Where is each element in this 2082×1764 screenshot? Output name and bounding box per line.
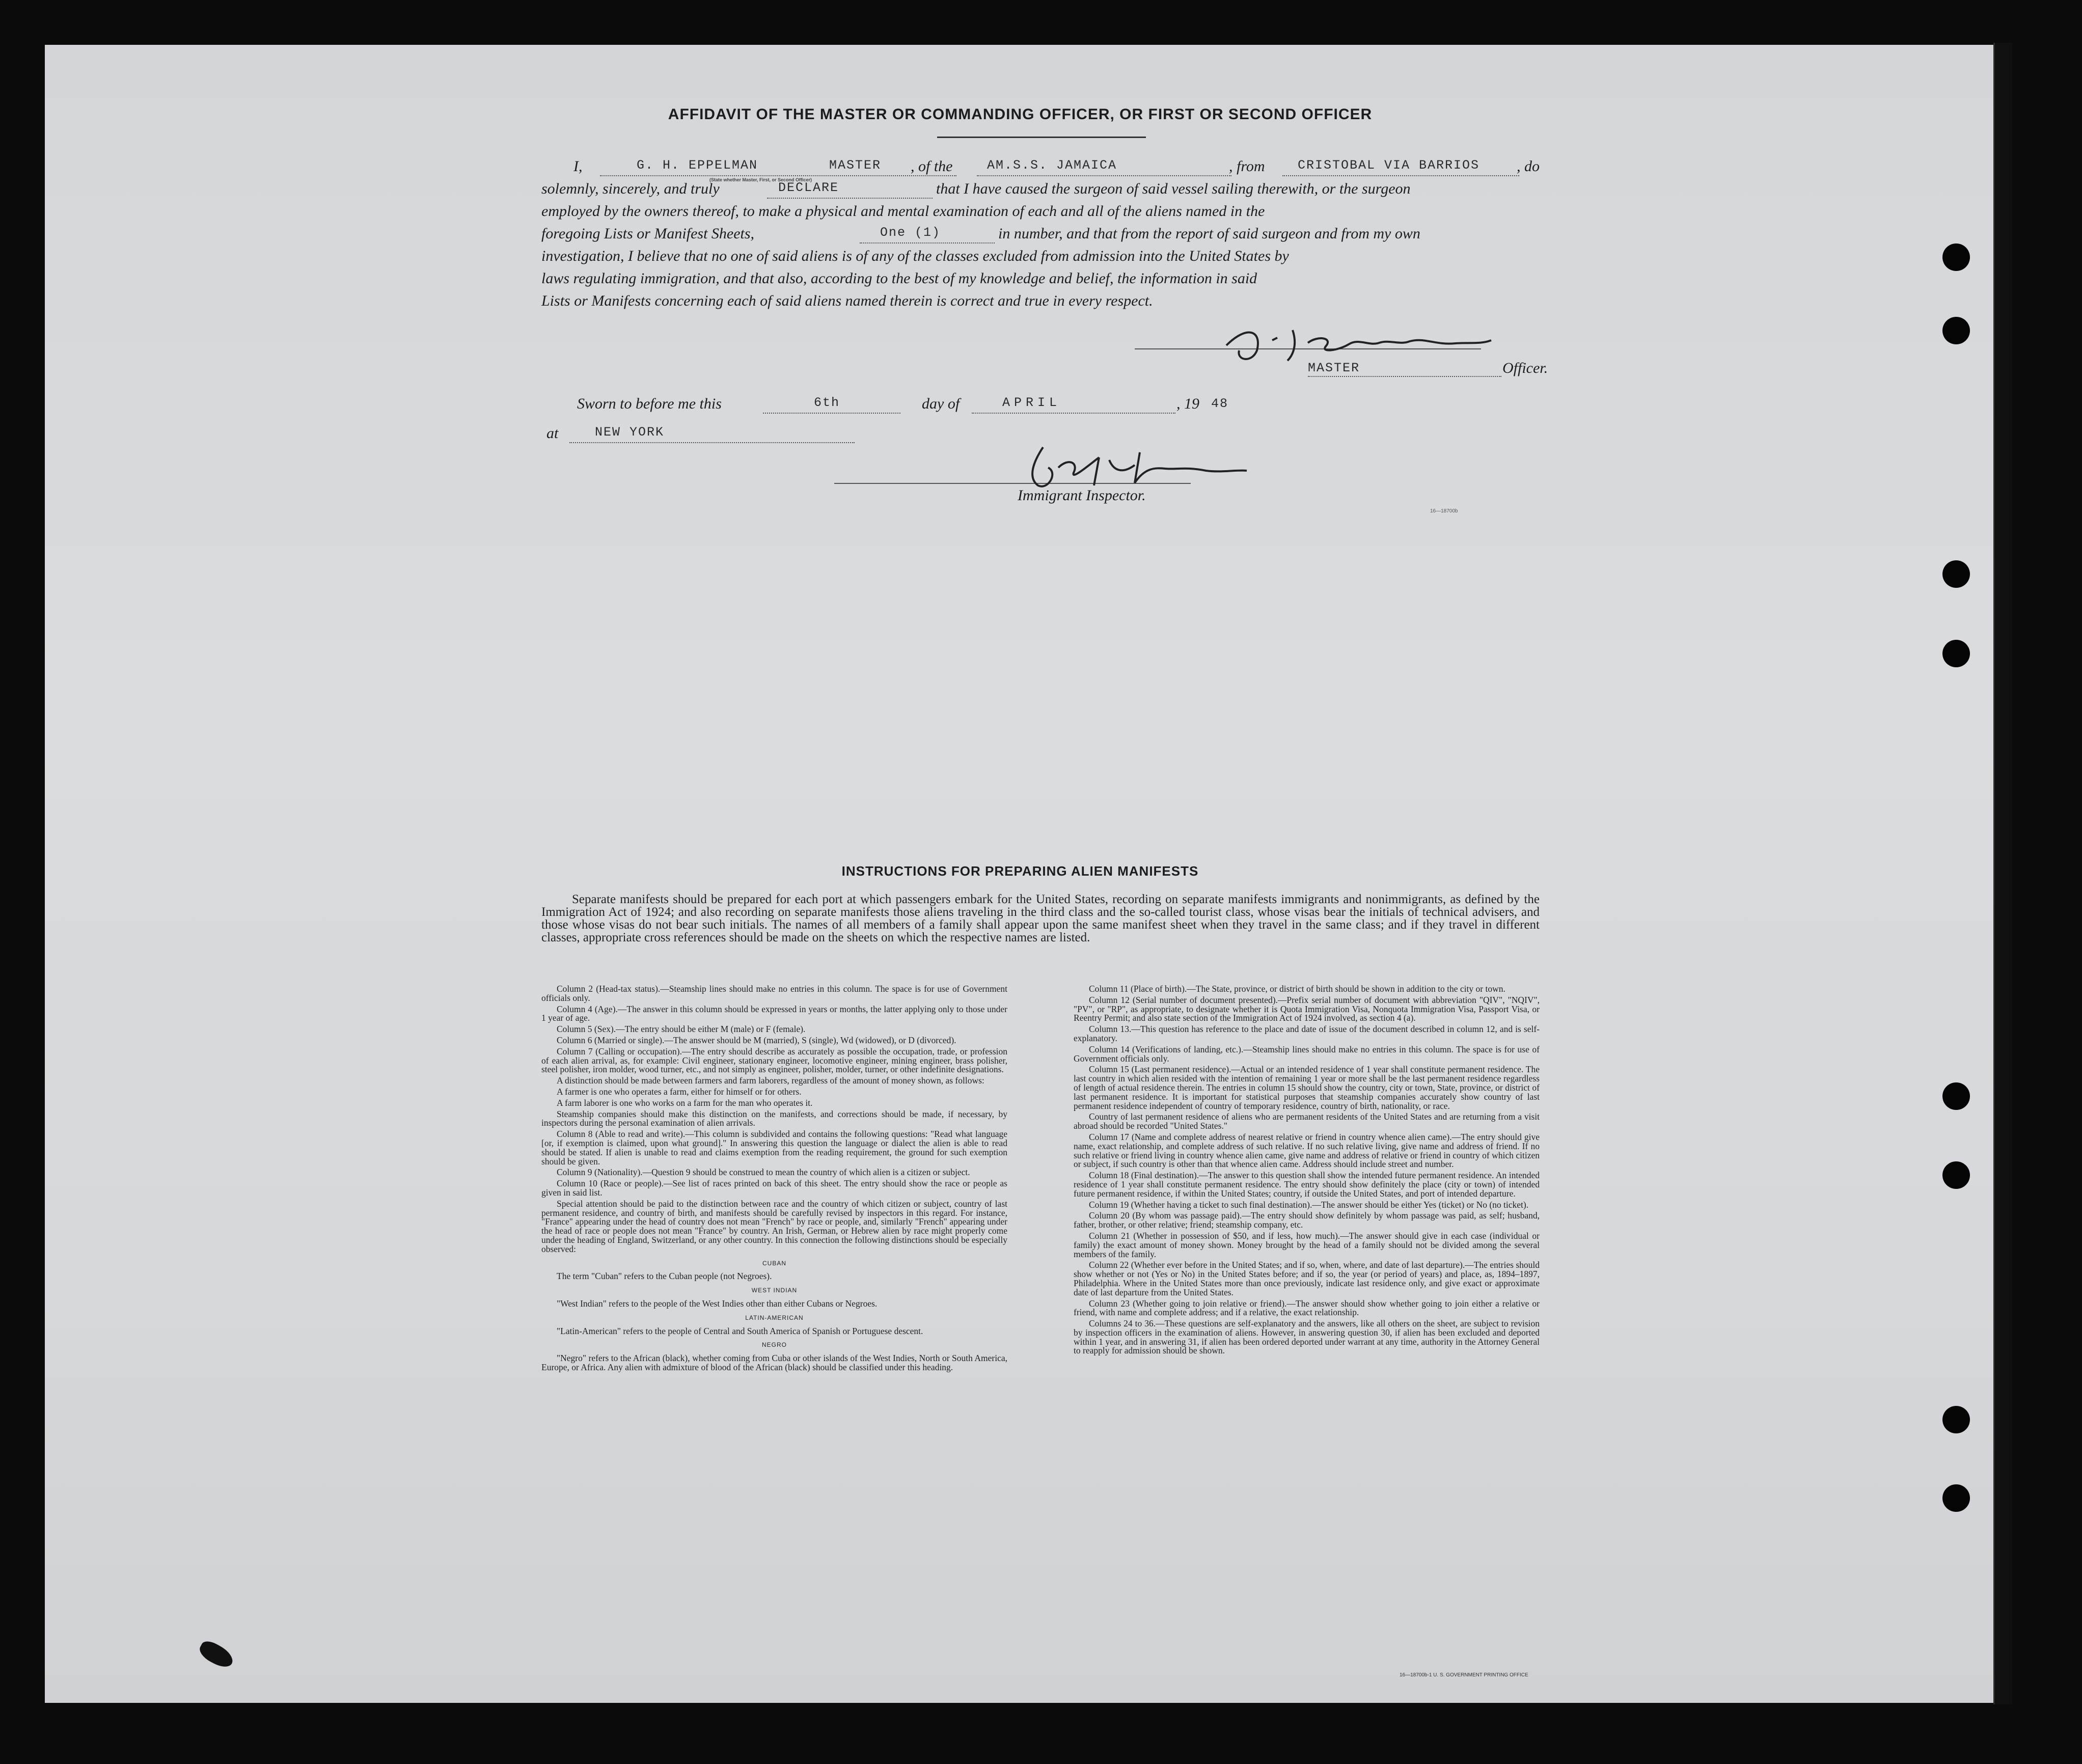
instruction-paragraph: Column 15 (Last permanent residence).—Actual or an intended residence of 1 year shall constitute permanent residence. The last country in which alien resided with the intention of remaining 1 year or more shall be the last permanent residence regardless of length of actual residence therein. The entries in column 15 should show the country, city or town, State, province, or district of last permanent residence. It is important for statistical purposes that steamship companies accurately show country of last permanent residence independent of country of temporary residence, country of birth, nationality, or race. xyxy=(1074,1064,1540,1111)
sworn-year: 48 xyxy=(1211,396,1229,411)
affidavit-line-5: investigation, I believe that no one of said aliens is of any of the classes excluded from admission into the United States by xyxy=(541,248,1289,264)
in-number-text: in number, and that from the report of said surgeon and from my own xyxy=(998,225,1420,242)
sworn-day: 6th xyxy=(814,395,840,410)
caused-text: that I have caused the surgeon of said vessel sailing therewith, or the surgeon xyxy=(936,180,1411,197)
instruction-paragraph: Column 19 (Whether having a ticket to such final destination).—The answer should be either Yes (ticket) or No (no ticket). xyxy=(1089,1199,1529,1210)
port-underline xyxy=(1282,175,1519,176)
of-the-text: , of the xyxy=(911,158,953,175)
binder-hole xyxy=(1942,560,1970,588)
instruction-paragraph: Special attention should be paid to the distinction between race and the country of which citizen or subject, country of last permanent residence, and country of birth, and manifests should be carefully revised by inspectors in this regard. For instance, "France" appearing under the head of country does not mean "French" by race or people, and, similarly "French" appearing under the head of race or people does not mean "France" by country. An Irish, German, or Hebrew alien by race might properly come under the heading of England, Switzerland, or any other country. In this connection the following distinctions should be especially observed: xyxy=(541,1198,1007,1254)
from-text: , from xyxy=(1229,158,1265,175)
instruction-paragraph: Column 2 (Head-tax status).—Steamship lines should make no entries in this column. The space is for use of Government officials only. xyxy=(541,984,1007,1003)
affidavit-i: I, xyxy=(573,158,583,175)
latin-american-heading: LATIN-AMERICAN xyxy=(745,1314,804,1321)
instruction-paragraph: Column 10 (Race or people).—See list of races printed on back of this sheet. The entry should show the race or people as given in said list. xyxy=(541,1178,1007,1198)
inspector-signature xyxy=(1012,437,1252,493)
affidavit-title: AFFIDAVIT OF THE MASTER OR COMMANDING OFFICER, OR FIRST OR SECOND OFFICER xyxy=(668,106,1373,123)
instruction-paragraph: Columns 24 to 36.—These questions are self-explanatory and the answers, like all others on the sheet, are subject to revision by inspection officers in the examination of aliens. However, in answering question 30, if alien has been excluded and deported within 1 year, and in answering 31, if alien has been ordered deported under warrant at any time, authority in the Attorney General to reapply for admission should be shown. xyxy=(1074,1318,1540,1356)
month-underline xyxy=(972,413,1175,414)
instruction-paragraph: Steamship companies should make this distinction on the manifests, and corrections should be made, if necessary, by inspectors during the personal examination of alien arrivals. xyxy=(541,1108,1007,1128)
officer-label: Officer. xyxy=(1502,360,1548,376)
instruction-paragraph: Column 9 (Nationality).—Question 9 should be construed to mean the country of which alien is a citizen or subject. xyxy=(557,1167,970,1178)
instruction-paragraph: Column 12 (Serial number of document presented).—Prefix serial number of document with abbreviation "QIV", "NQIV", "PV", or "RP", as appropriate, to designate whether it is Quota Immigration Visa, Nonquota Immigration Visa, Passport Visa, or Reentry Permit; and also state section of the Immigration Act of 1924 involved, as section 4 (a). xyxy=(1074,994,1540,1023)
instructions-title: INSTRUCTIONS FOR PREPARING ALIEN MANIFESTS xyxy=(841,863,1199,879)
sheet-edge xyxy=(1993,43,2012,1704)
cuban-definition: The term "Cuban" refers to the Cuban people (not Negroes). xyxy=(557,1271,772,1282)
form-number: 16—18700b xyxy=(1430,508,1458,514)
negro-definition: "Negro" refers to the African (black), whether coming from Cuba or other islands of the West Indies, North or South America, Europe, or Africa. Any alien with admixture of blood of the African (black) should be classified under this heading. xyxy=(541,1353,1007,1372)
instruction-paragraph: Column 6 (Married or single).—The answer should be M (married), S (single), Wd (widowed), or D (divorced). xyxy=(557,1035,956,1045)
foregoing-text: foregoing Lists or Manifest Sheets, xyxy=(541,225,755,242)
instruction-paragraph: Column 23 (Whether going to join relative or friend).—The answer should show whether going to join either a relative or friend, with name and complete address; and if a relative, the exact relationship. xyxy=(1074,1298,1540,1318)
do-text: , do xyxy=(1517,158,1540,175)
instruction-paragraph: Column 17 (Name and complete address of nearest relative or friend in country whence alien came).—The entry should give name, exact relationship, and complete address of such relative. If no such relative living, give name and address of friend. If no such relative or friend living in country whence alien came, give name and address of relative or friend in country of which citizen or subject, if such country is other than that whence alien came. Address should include street and number. xyxy=(1074,1131,1540,1170)
binder-hole xyxy=(1942,1406,1970,1433)
affidavit-line-3: employed by the owners thereof, to make a physical and mental examination of each and all of the aliens named in the xyxy=(541,203,1265,220)
instruction-paragraph: Country of last permanent residence of aliens who are permanent residents of the United States and are returning from a visit abroad should be recorded "United States." xyxy=(1074,1111,1540,1131)
officer-rank-underline xyxy=(1308,376,1501,377)
vessel-name: AM.S.S. JAMAICA xyxy=(987,158,1117,173)
sheets-underline xyxy=(860,242,995,243)
instruction-paragraph: Column 18 (Final destination).—The answer to this question shall show the intended future permanent residence. An intended residence of 1 year shall constitute permanent residence. The entry should show definitely the place (city or town) of intended future permanent residence, if within the United States; country, if outside the United States, and port of intended departure. xyxy=(1074,1170,1540,1199)
negro-heading: NEGRO xyxy=(761,1341,787,1349)
instruction-paragraph: Column 5 (Sex).—The entry should be either M (male) or F (female). xyxy=(557,1024,806,1035)
latin-american-definition: "Latin-American" refers to the people of Central and South America of Spanish or Portuguese descent. xyxy=(557,1325,923,1336)
rank-note: (State whether Master, First, or Second Officer) xyxy=(709,177,812,182)
year-prefix: , 19 xyxy=(1176,395,1199,412)
instruction-paragraph: Column 11 (Place of birth).—The State, province, or district of birth should be shown in addition to the city or town. xyxy=(1089,984,1505,994)
instruction-paragraph: A distinction should be made between farmers and farm laborers, regardless of the amount of money shown, as follows: xyxy=(557,1075,984,1086)
instructions-right-column xyxy=(1074,985,1540,1358)
master-signature xyxy=(1216,315,1501,366)
binder-hole xyxy=(1942,243,1970,271)
instructions-left-column xyxy=(541,985,1007,1374)
binder-hole xyxy=(1942,1161,1970,1189)
cuban-heading: CUBAN xyxy=(762,1259,786,1267)
instruction-paragraph: A farm laborer is one who works on a farm for the man who operates it. xyxy=(557,1097,813,1108)
sworn-text: Sworn to before me this xyxy=(577,395,722,412)
sworn-place: NEW YORK xyxy=(595,425,665,440)
officer-rank: MASTER xyxy=(829,158,882,173)
manifest-sheet xyxy=(45,45,1995,1703)
day-of-text: day of xyxy=(922,395,960,412)
title-rule xyxy=(937,137,1146,138)
west-indian-heading: WEST INDIAN xyxy=(751,1287,798,1294)
instruction-paragraph: Column 13.—This question has reference to the place and date of issue of the document described in column 12, and is self-explanatory. xyxy=(1074,1024,1540,1043)
solemnly-text: solemnly, sincerely, and truly xyxy=(541,180,720,197)
printer-imprint: 16—18700b-1 U. S. GOVERNMENT PRINTING OFFICE xyxy=(1400,1672,1528,1678)
from-port: CRISTOBAL VIA BARRIOS xyxy=(1298,158,1480,173)
instruction-paragraph: A farmer is one who operates a farm, either for himself or for others. xyxy=(557,1086,802,1097)
instruction-paragraph: Column 14 (Verifications of landing, etc.).—Steamship lines should make no entries in this column. The space is for use of Government officials only. xyxy=(1074,1044,1540,1064)
declare-underline xyxy=(767,198,933,199)
west-indian-definition: "West Indian" refers to the people of the West Indies other than either Cubans or Negroes. xyxy=(557,1298,878,1309)
binder-hole xyxy=(1942,317,1970,344)
officer-rank-fill: MASTER xyxy=(1308,361,1360,375)
instruction-paragraph: Column 20 (By whom was passage paid).—The entry should show definitely by whom passage was paid, as self; husband, father, brother, or other relative; friend; steamship company, etc. xyxy=(1074,1210,1540,1230)
instruction-paragraph: Column 22 (Whether ever before in the United States; and if so, when, where, and date of last departure).—The entries should show whether or not (Yes or No) in the United States before; and if so, the year (or period of years) and place, as, 1894–1897, Philadelphia. Where in the United States more than once previously, indicate last residence only, and give exact or approximate date of last departure from the United States. xyxy=(1074,1260,1540,1297)
instructions-intro: Separate manifests should be prepared for each port at which passengers embark for the United States, recording on separate manifests immigrants and nonimmigrants, as defined by the Immigration Act of 1924; and also recording on separate manifests those aliens traveling in the third class and the so-called tourist class, whose visas bear the initials of technical advisers, and those whose visas do not bear such initials. The names of all members of a family shall appear upon the same manifest sheet when they travel in the same class; and if they travel in different classes, appropriate cross references should be made on the sheets on which the respective names are listed. xyxy=(541,892,1540,944)
instruction-paragraph: Column 8 (Able to read and write).—This column is subdivided and contains the following questions: "Read what language [or, if exemption is claimed, upon what ground]." In answering this question the language or dialect the alien is able to read should be stated. If alien is unable to read and claims exemption from the reading requirement, the ground for such exemption should be given. xyxy=(541,1129,1007,1166)
affidavit-line-7: Lists or Manifests concerning each of said aliens named therein is correct and true in every respect. xyxy=(541,292,1153,309)
inspector-label: Immigrant Inspector. xyxy=(1018,487,1146,504)
binder-hole xyxy=(1942,640,1970,667)
day-underline xyxy=(763,413,900,414)
binder-hole xyxy=(1942,1484,1970,1512)
place-underline xyxy=(569,442,855,443)
master-name: G. H. EPPELMAN xyxy=(637,158,758,173)
sheet-count: One (1) xyxy=(880,225,941,240)
affidavit-line-6: laws regulating immigration, and that also, according to the best of my knowledge and belief, the information in said xyxy=(541,270,1257,287)
declare-word: DECLARE xyxy=(778,180,839,195)
instruction-paragraph: Column 7 (Calling or occupation).—The entry should describe as accurately as possible the occupation, trade, or profession of each alien arrival, as, for example: Civil engineer, stationary engineer, locomotive engineer, mining engineer, brass polisher, steel polisher, iron molder, wood turner, etc., and not simply as engineer, polisher, molder, turner, or other indefinite designations. xyxy=(541,1046,1007,1075)
instruction-paragraph: Column 21 (Whether in possession of $50, and if less, how much).—The answer should give in each case (individual or family) the exact amount of money shown. Money brought by the head of a family should not be divided among the several members of the family. xyxy=(1074,1230,1540,1259)
instruction-paragraph: Column 4 (Age).—The answer in this column should be expressed in years or months, the latter applying only to those under 1 year of age. xyxy=(541,1003,1007,1023)
binder-hole xyxy=(1942,1082,1970,1110)
at-text: at xyxy=(546,425,559,442)
vessel-underline xyxy=(977,175,1231,176)
name-underline xyxy=(600,175,956,176)
sworn-month: APRIL xyxy=(1002,395,1061,410)
